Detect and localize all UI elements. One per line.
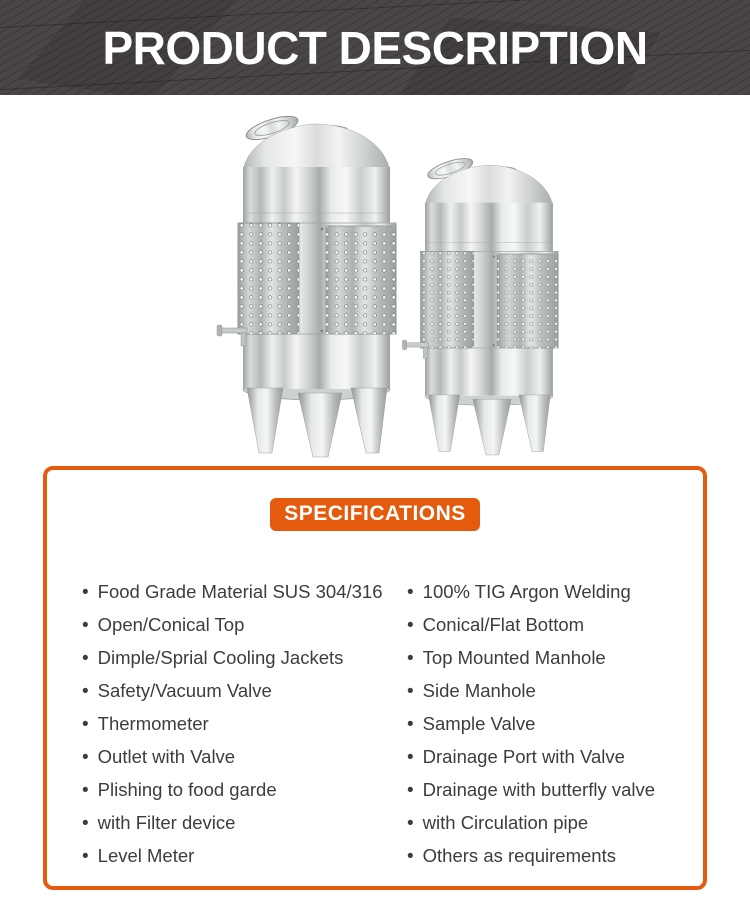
spec-list-right bbox=[407, 575, 703, 872]
outlet-pipe bbox=[217, 325, 247, 346]
spec-item-label: Drainage with butterfly valve bbox=[422, 779, 656, 800]
spec-item-label: Thermometer bbox=[97, 713, 209, 734]
spec-item-label: Outlet with Valve bbox=[97, 746, 236, 767]
spec-item-label: Drainage Port with Valve bbox=[422, 746, 625, 767]
spec-item-label: Safety/Vacuum Valve bbox=[97, 680, 272, 701]
header-banner bbox=[0, 0, 750, 95]
spec-item bbox=[407, 806, 703, 839]
spec-item-label: Conical/Flat Bottom bbox=[422, 614, 585, 635]
spec-item bbox=[82, 839, 407, 872]
spec-item-label: Level Meter bbox=[97, 845, 195, 866]
spec-item-label: Top Mounted Manhole bbox=[422, 647, 606, 668]
spec-item-label: Plishing to food garde bbox=[97, 779, 277, 800]
bullet-icon: • bbox=[82, 714, 89, 735]
spec-item bbox=[407, 839, 703, 872]
dimple-jacket bbox=[238, 223, 396, 334]
spec-item bbox=[407, 641, 703, 674]
spec-item-label: with Circulation pipe bbox=[422, 812, 589, 833]
spec-item bbox=[82, 674, 407, 707]
bullet-icon: • bbox=[407, 780, 414, 801]
spec-item-label: Sample Valve bbox=[422, 713, 536, 734]
spec-item bbox=[407, 608, 703, 641]
spec-item bbox=[82, 806, 407, 839]
spec-item bbox=[407, 773, 703, 806]
tank-legs bbox=[247, 388, 387, 457]
spec-item bbox=[82, 608, 407, 641]
bullet-icon: • bbox=[407, 846, 414, 867]
bullet-icon: • bbox=[82, 747, 89, 768]
spec-columns bbox=[47, 575, 703, 872]
spec-item-label: Open/Conical Top bbox=[97, 614, 245, 635]
bullet-icon: • bbox=[82, 681, 89, 702]
spec-item-label: Others as requirements bbox=[422, 845, 616, 866]
spec-item-label: Dimple/Sprial Cooling Jackets bbox=[97, 647, 344, 668]
bullet-icon: • bbox=[82, 648, 89, 669]
spec-item-label: Side Manhole bbox=[422, 680, 536, 701]
stainless-steel-tanks-photo bbox=[0, 95, 750, 465]
bullet-icon: • bbox=[82, 582, 89, 603]
spec-item bbox=[407, 740, 703, 773]
bullet-icon: • bbox=[82, 846, 89, 867]
specifications-box bbox=[43, 466, 707, 890]
bullet-icon: • bbox=[82, 615, 89, 636]
spec-item bbox=[82, 740, 407, 773]
spec-item bbox=[82, 575, 407, 608]
bullet-icon: • bbox=[407, 747, 414, 768]
bullet-icon: • bbox=[407, 714, 414, 735]
tank-large bbox=[217, 112, 396, 457]
bullet-icon: • bbox=[407, 582, 414, 603]
bullet-icon: • bbox=[407, 648, 414, 669]
page-title: PRODUCT DESCRIPTION bbox=[102, 21, 648, 74]
spec-item-label: 100% TIG Argon Welding bbox=[422, 581, 631, 602]
spec-item bbox=[407, 575, 703, 608]
spec-item bbox=[407, 707, 703, 740]
bullet-icon: • bbox=[407, 615, 414, 636]
spec-item bbox=[82, 707, 407, 740]
bullet-icon: • bbox=[407, 813, 414, 834]
bullet-icon: • bbox=[82, 780, 89, 801]
spec-item bbox=[407, 674, 703, 707]
spec-item-label: Food Grade Material SUS 304/316 bbox=[97, 581, 383, 602]
spec-list-left bbox=[82, 575, 407, 872]
specifications-badge: SPECIFICATIONS bbox=[270, 498, 480, 531]
spec-item bbox=[82, 641, 407, 674]
bullet-icon: • bbox=[407, 681, 414, 702]
bullet-icon: • bbox=[82, 813, 89, 834]
tank-small bbox=[402, 154, 558, 455]
spec-item-label: with Filter device bbox=[97, 812, 236, 833]
spec-item bbox=[82, 773, 407, 806]
